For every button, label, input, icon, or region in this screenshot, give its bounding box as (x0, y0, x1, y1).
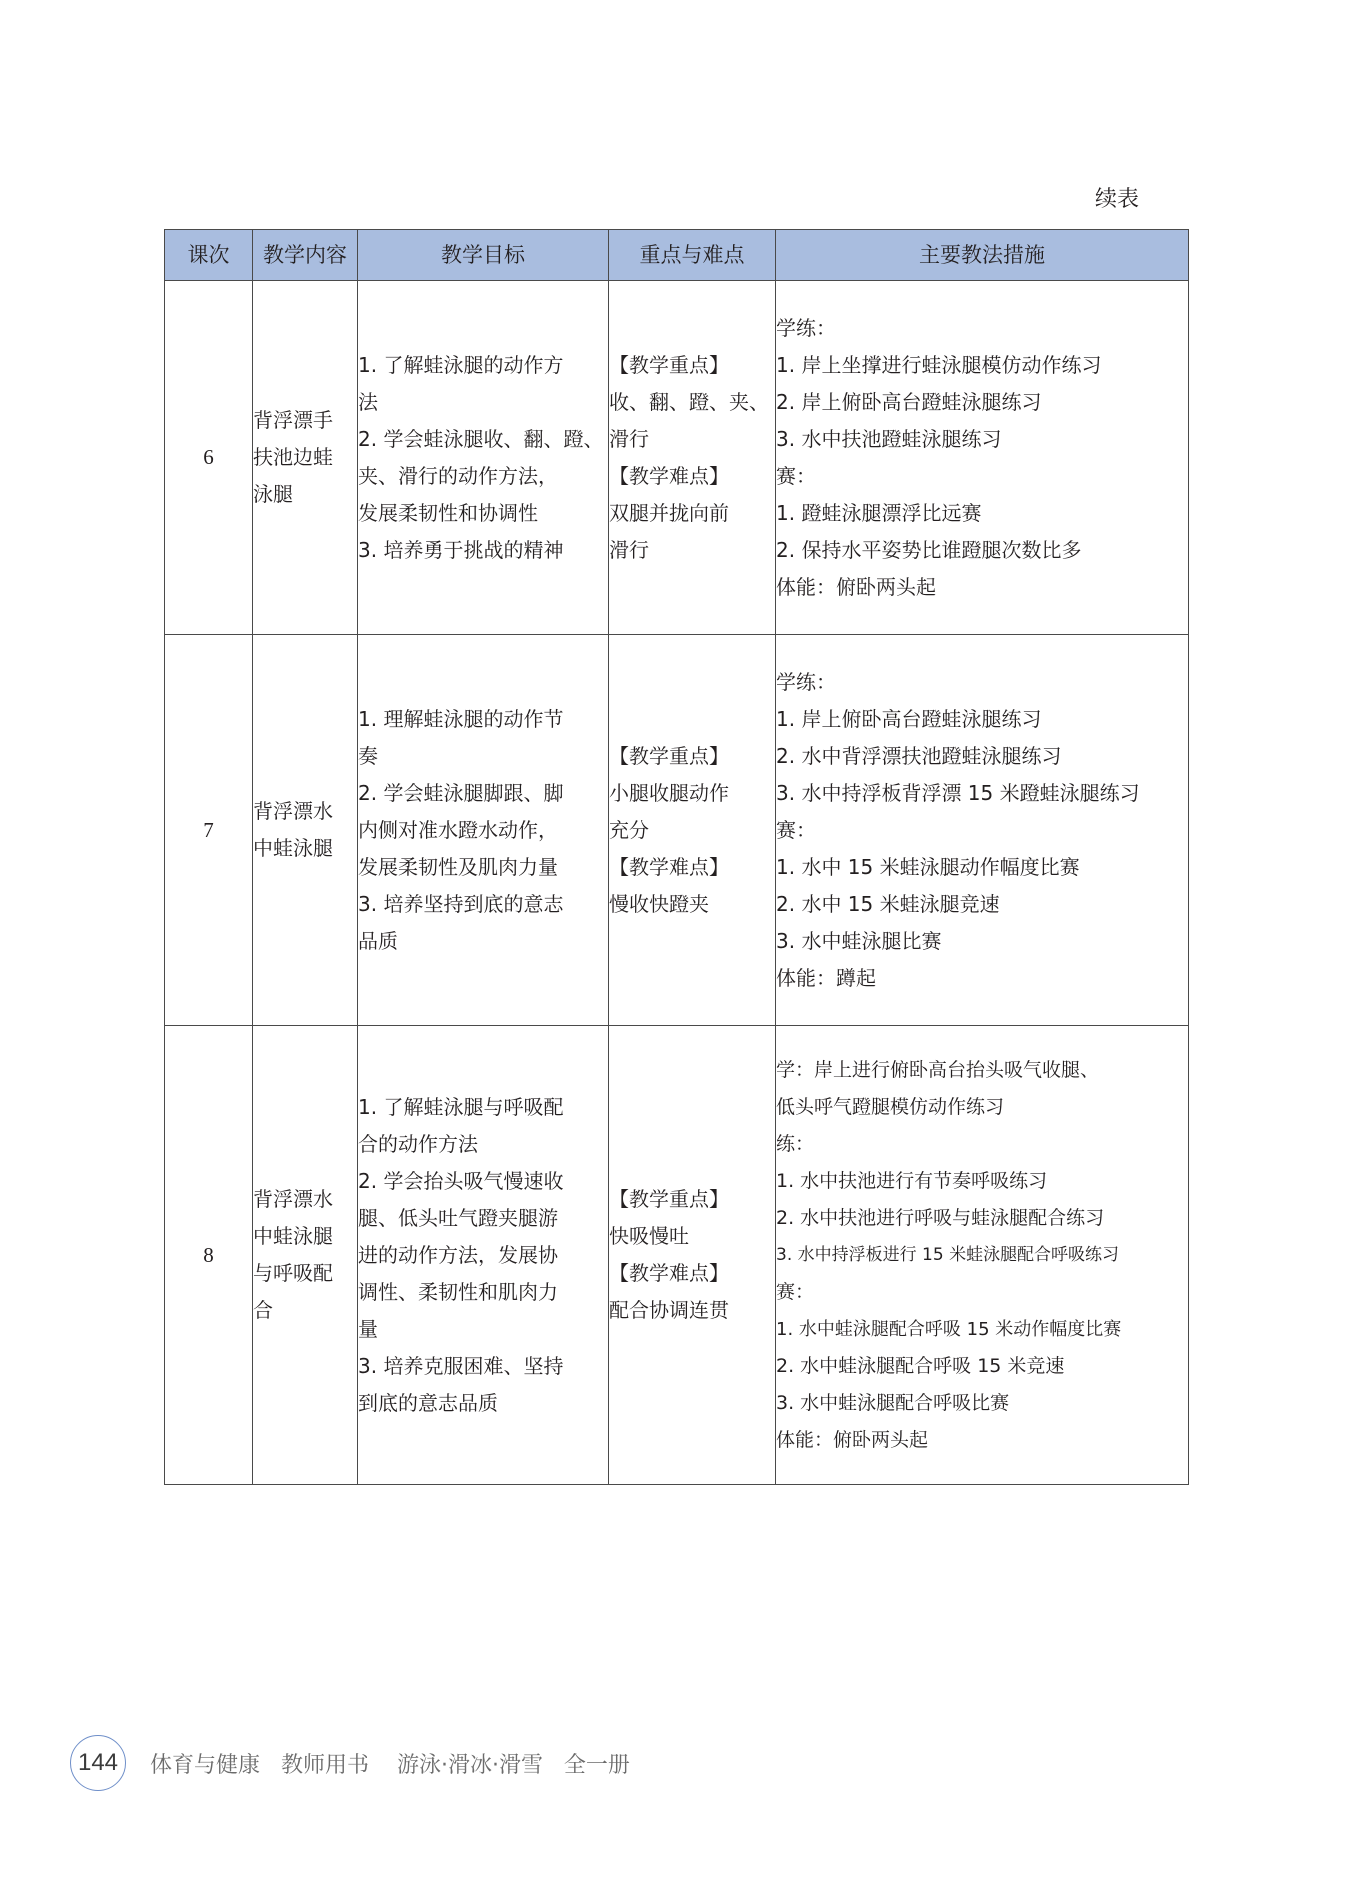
header-teaching-content: 教学内容 (253, 230, 358, 281)
teaching-goals-cell (358, 281, 609, 635)
content-line: 扶池边蛙 (253, 445, 333, 469)
method-line: 3. 水中持浮板进行 15 米蛙泳腿配合呼吸练习 (776, 1244, 1120, 1265)
method-line: 3. 水中扶池蹬蛙泳腿练习 (776, 426, 1002, 451)
teaching-goals-cell (358, 635, 609, 1026)
goal-line: 调性、柔韧性和肌肉力 (358, 1279, 558, 1304)
method-line: 3. 水中蛙泳腿比赛 (776, 928, 942, 953)
goal-line: 合的动作方法 (358, 1131, 478, 1156)
method-line: 赛： (776, 817, 816, 842)
goal-line: 发展柔韧性和协调性 (358, 500, 538, 525)
method-line: 2. 水中蛙泳腿配合呼吸 15 米竞速 (776, 1354, 1065, 1377)
goal-line: 1. 理解蛙泳腿的动作节 (358, 706, 564, 731)
goal-line: 内侧对准水蹬水动作， (358, 817, 558, 842)
key-point-line: 双腿并拢向前 (609, 500, 729, 525)
key-point-line: 【教学重点】 (609, 1187, 729, 1211)
table-row (165, 281, 1189, 635)
goal-line: 进的动作方法，发展协 (358, 1242, 558, 1267)
header-key-points: 重点与难点 (609, 230, 776, 281)
method-line: 2. 水中背浮漂扶池蹬蛙泳腿练习 (776, 743, 1062, 768)
content-line: 背浮漂手 (253, 408, 333, 432)
key-points-cell (609, 635, 776, 1026)
table-row (165, 1026, 1189, 1485)
method-line: 1. 水中 15 米蛙泳腿动作幅度比赛 (776, 854, 1080, 879)
page-footer (70, 1735, 630, 1791)
goal-line: 到底的意志品质 (358, 1390, 498, 1415)
content-line: 中蛙泳腿 (253, 836, 333, 860)
method-line: 1. 水中扶池进行有节奏呼吸练习 (776, 1169, 1048, 1192)
method-line: 练： (776, 1132, 815, 1155)
content-line: 中蛙泳腿 (253, 1224, 333, 1248)
goal-line: 奏 (358, 743, 378, 768)
method-line: 低头呼气蹬腿模仿动作练习 (776, 1095, 1005, 1118)
lesson-number: 7 (165, 635, 253, 1026)
method-line: 学练： (776, 315, 836, 340)
goal-line: 2. 学会蛙泳腿脚跟、脚 (358, 780, 564, 805)
method-line: 赛： (776, 463, 816, 488)
content-line: 背浮漂水 (253, 799, 333, 823)
key-point-line: 【教学难点】 (609, 1261, 729, 1285)
goal-line: 腿、低头吐气蹬夹腿游 (358, 1205, 558, 1230)
goal-line: 法 (358, 389, 378, 414)
method-line: 1. 岸上俯卧高台蹬蛙泳腿练习 (776, 706, 1042, 731)
method-line: 体能：俯卧两头起 (776, 574, 936, 599)
lesson-number: 6 (165, 281, 253, 635)
header-lesson-number: 课次 (165, 230, 253, 281)
goal-line: 发展柔韧性及肌肉力量 (358, 854, 558, 879)
teaching-content-cell (253, 281, 358, 635)
goal-line: 2. 学会蛙泳腿收、翻、蹬、 (358, 426, 604, 451)
teaching-content-cell (253, 635, 358, 1026)
book-title: 体育与健康 教师用书 游泳·滑冰·滑雪 全一册 (150, 1752, 630, 1778)
goal-line: 量 (358, 1316, 378, 1341)
goal-line: 3. 培养勇于挑战的精神 (358, 537, 564, 562)
teaching-content-cell (253, 1026, 358, 1485)
method-line: 3. 水中持浮板背浮漂 15 米蹬蛙泳腿练习 (776, 780, 1140, 805)
teaching-methods-cell (776, 281, 1189, 635)
lesson-number: 8 (165, 1026, 253, 1485)
key-point-line: 滑行 (609, 537, 649, 562)
goal-line: 1. 了解蛙泳腿与呼吸配 (358, 1094, 564, 1119)
table-header-row (165, 230, 1189, 281)
key-point-line: 收、翻、蹬、夹、 (609, 389, 769, 414)
page-number: 144 (70, 1735, 126, 1791)
key-point-line: 充分 (609, 817, 649, 842)
key-point-line: 【教学重点】 (609, 743, 729, 768)
header-teaching-goals: 教学目标 (358, 230, 609, 281)
header-teaching-methods: 主要教法措施 (776, 230, 1189, 281)
method-line: 2. 岸上俯卧高台蹬蛙泳腿练习 (776, 389, 1042, 414)
table-row (165, 635, 1189, 1026)
key-points-cell (609, 1026, 776, 1485)
content-line: 合 (253, 1298, 273, 1322)
teaching-methods-cell (776, 1026, 1189, 1485)
goal-line: 1. 了解蛙泳腿的动作方 (358, 352, 564, 377)
key-points-cell (609, 281, 776, 635)
key-point-line: 快吸慢吐 (609, 1224, 689, 1248)
content-line: 背浮漂水 (253, 1187, 333, 1211)
method-line: 2. 保持水平姿势比谁蹬腿次数比多 (776, 537, 1082, 562)
goal-line: 品质 (358, 928, 398, 953)
key-point-line: 【教学重点】 (609, 352, 729, 377)
method-line: 1. 蹬蛙泳腿漂浮比远赛 (776, 500, 982, 525)
key-point-line: 滑行 (609, 426, 649, 451)
method-line: 学练： (776, 669, 836, 694)
method-line: 1. 岸上坐撑进行蛙泳腿模仿动作练习 (776, 352, 1102, 377)
method-line: 2. 水中扶池进行呼吸与蛙泳腿配合练习 (776, 1206, 1105, 1229)
teaching-methods-cell (776, 635, 1189, 1026)
goal-line: 3. 培养克服困难、坚持 (358, 1353, 564, 1378)
method-line: 体能：俯卧两头起 (776, 1428, 929, 1451)
key-point-line: 【教学难点】 (609, 854, 729, 879)
method-line: 1. 水中蛙泳腿配合呼吸 15 米动作幅度比赛 (776, 1318, 1122, 1340)
key-point-line: 配合协调连贯 (609, 1298, 729, 1322)
goal-line: 2. 学会抬头吸气慢速收 (358, 1168, 564, 1193)
method-line: 3. 水中蛙泳腿配合呼吸比赛 (776, 1391, 1010, 1414)
method-line: 体能：蹲起 (776, 965, 876, 990)
method-line: 2. 水中 15 米蛙泳腿竞速 (776, 891, 1000, 916)
goal-line: 3. 培养坚持到底的意志 (358, 891, 564, 916)
continued-table-label: 续表 (1095, 187, 1140, 212)
teaching-goals-cell (358, 1026, 609, 1485)
key-point-line: 小腿收腿动作 (609, 780, 729, 805)
goal-line: 夹、滑行的动作方法， (358, 463, 558, 488)
method-line: 赛： (776, 1280, 815, 1303)
method-line: 学：岸上进行俯卧高台抬头吸气收腿、 (776, 1058, 1100, 1081)
content-line: 与呼吸配 (253, 1261, 333, 1285)
lesson-plan-table (164, 229, 1189, 1485)
key-point-line: 【教学难点】 (609, 463, 729, 488)
key-point-line: 慢收快蹬夹 (609, 891, 709, 916)
content-line: 泳腿 (253, 482, 293, 506)
